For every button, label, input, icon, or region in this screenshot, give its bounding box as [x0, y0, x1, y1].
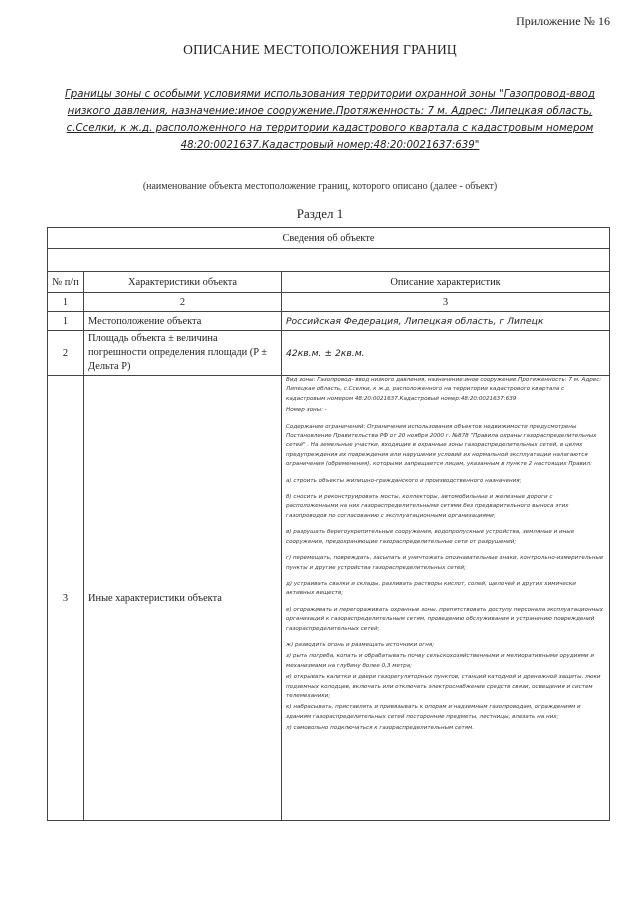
- row-number: 3: [48, 376, 84, 821]
- object-info-table: [47, 227, 610, 821]
- row-number: 1: [48, 312, 84, 331]
- paragraph-item-i: и) открывать калитки и двери газорегуляторных пунктов, станций катодной и дренажной защиты, люки подземных колодцев, включать или отключать электроснабжение средств связи, освещения и систем телемеханики;: [286, 674, 601, 699]
- subject-caption: (наименование объекта местоположение границ, которого описано (далее - объект): [142, 181, 498, 192]
- row-characteristic: Местоположение объекта: [84, 312, 282, 331]
- table-header: Сведения об объекте: [48, 228, 610, 249]
- column-header-row: [48, 272, 610, 293]
- row-characteristic: Площадь объекта ± величина погрешности определения площади (P ± Дельта P): [84, 331, 282, 376]
- appendix-number: Приложение № 16: [516, 14, 610, 28]
- paragraph-item-d: д) устраивать свалки и склады, разливать растворы кислот, солей, щелочей и других химически активных веществ;: [286, 580, 576, 597]
- paragraph-item-l: л) самовольно подключаться к газораспределительным сетям.: [286, 725, 475, 732]
- table-spacer-row: [48, 249, 610, 272]
- row-description: 42кв.м. ± 2кв.м.: [282, 331, 610, 376]
- col-number-1: 1: [48, 293, 84, 312]
- paragraph-item-a: а) строить объекты жилищно-гражданского и производственного назначения;: [286, 477, 522, 484]
- document-title: ОПИСАНИЕ МЕСТОПОЛОЖЕНИЯ ГРАНИЦ: [183, 42, 457, 57]
- col-number-2: 2: [84, 293, 282, 312]
- row-characteristic: Иные характеристики объекта: [84, 376, 282, 821]
- column-number-row: [48, 293, 610, 312]
- paragraph-item-k: к) набрасывать, приставлять и привязывать к опорам и надземным газопроводам, ограждениям и зданиям газораспределительных сетей посторонние предметы, лестницы, влезать на них;: [286, 704, 581, 720]
- table-header-row: [48, 228, 610, 249]
- row-description: Российская Федерация, Липецкая область, г Липецк: [282, 312, 610, 331]
- other-characteristics-text: [282, 376, 610, 821]
- col-header-num: № п/п: [48, 272, 84, 293]
- row-number: 2: [48, 331, 84, 376]
- table-row: [48, 331, 610, 376]
- table-row: [48, 376, 610, 821]
- col-header-characteristics: Характеристики объекта: [84, 272, 282, 293]
- paragraph-item-v: в) разрушать берегоукрепительные сооружения, водопропускные устройства, земляные и иные сооружения, предохраняющие газораспределительные сети от разрушений;: [286, 529, 575, 545]
- section-heading: Раздел 1: [296, 206, 344, 221]
- col-header-description: Описание характеристик: [282, 272, 610, 293]
- paragraph-item-e: е) огораживать и перегораживать охранные зоны, препятствовать доступу персонала эксплуатационных организаций к газораспределительным сетям, проведению обслуживания и устранению повреждений газораспределительных сетей;: [286, 606, 603, 632]
- paragraph-zone-type: Вид зоны: Газопровод- ввод низкого давления, назначение:иное сооружение.Протяженность: 7 м. Адрес: Липецкая область, с.Сселки, к ж.д. расположенного на территории кадастрового квартала с кадастровым номером 48:20:0021637.Кадастровый номер:48:20:0021637:639: [286, 377, 602, 402]
- paragraph-zone-number: Номер зоны: -: [286, 407, 327, 414]
- paragraph-item-b: б) сносить и реконструировать мосты, коллекторы, автомобильные и железные дороги с расположенными на них газораспределительными сетями без предварительного выноса этих газопроводов по согласованию с эксплуатационными организациями;: [286, 494, 569, 519]
- paragraph-item-z: з) рыть погреба, копать и обрабатывать почву сельскохозяйственными и мелиоративными орудиями и механизмами на глубину более 0,3 метра;: [286, 653, 594, 669]
- paragraph-item-g: г) перемещать, повреждать, засыпать и уничтожать опознавательные знаки, контрольно-измерительные пункты и другие устройства газораспределительных сетей;: [286, 555, 604, 571]
- table-spacer: [48, 249, 610, 272]
- object-subject: Границы зоны с особыми условиями использования территории охранной зоны "Газопровод-ввод низкого давления, назначение:иное сооружение.Протяженность: 7 м. Адрес: Липецкая область, с.Сселки, к ж.д. расположенного на территории кадастрового квартала с кадастровым номером 48:20:0021637.Кадастровый номер:48:20:0021637:639": [65, 89, 595, 151]
- paragraph-item-zh: ж) разводить огонь и размещать источники огня;: [286, 641, 435, 648]
- col-number-3: 3: [282, 293, 610, 312]
- paragraph-restrictions: Содержание ограничений: Ограничения использования объектов недвижимости предусмотрены Постановление Правительства РФ от 20 ноября 2000 г. №878 "Правила охраны газораспределительных сетей" . На земельные участки, входящие в охранные зоны газораспределительных сетей, в целях предупреждения их повреждения или нарушения условий их нормальной эксплуатации налагаются ограничения (обременения), которыми запрещается лицам, указанным в пункте 2 настоящих Правил:: [286, 423, 597, 468]
- table-row: [48, 312, 610, 331]
